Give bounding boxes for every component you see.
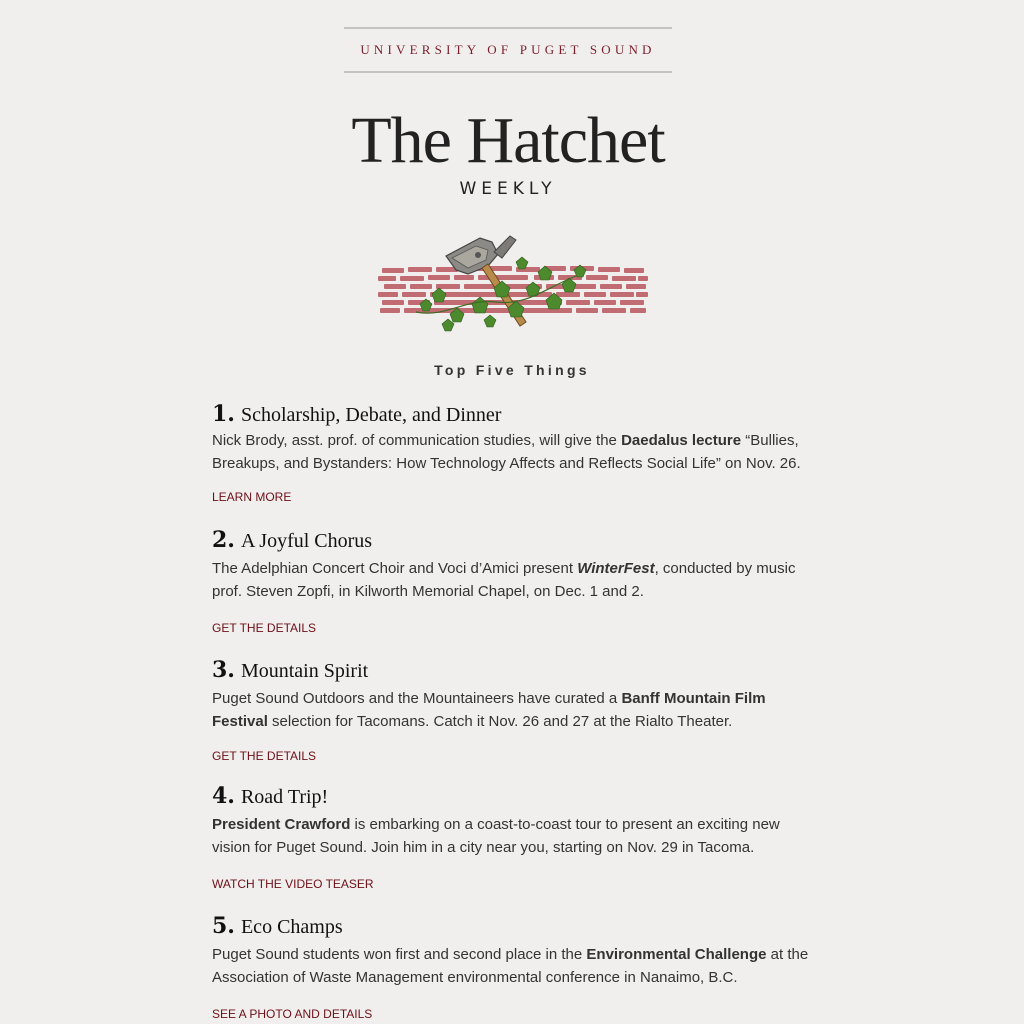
item-body (212, 687, 818, 733)
item-number: 5. (212, 913, 235, 939)
item-title: Road Trip! (240, 786, 329, 808)
see-photo-link[interactable]: SEE A PHOTO AND DETAILS (212, 1007, 373, 1021)
hatchet-emblem-icon (376, 228, 650, 336)
item-body-text: “Bullies, Breakups, and Bystanders: How Technology Affects and Reflects Social Life” on Nov. 26. (212, 432, 801, 472)
item-body-text: at the Association of Waste Management environmental conference in Nanaimo, B.C. (212, 946, 809, 986)
item-body-highlight: Daedalus lecture (621, 432, 742, 449)
newsletter-title: The Hatchet (351, 104, 665, 177)
item-title: A Joyful Chorus (240, 530, 373, 552)
item-body-text: is embarking on a coast-to-coast tour to present an exciting new vision for Puget Sound. Join him in a city near you, starting on Nov. 29 in Tacoma. (212, 816, 780, 856)
item-title: Scholarship, Debate, and Dinner (240, 404, 502, 426)
item-number: 2. (212, 527, 235, 553)
section-title: Top Five Things (434, 362, 590, 378)
item-heading (212, 782, 818, 811)
item-title: Mountain Spirit (240, 660, 369, 682)
item-body-text: , conducted by music prof. Steven Zopfi, in Kilworth Memorial Chapel, on Dec. 1 and 2. (212, 560, 796, 600)
item-body-highlight: WinterFest (577, 560, 655, 577)
list-item (212, 400, 818, 504)
item-title: Eco Champs (240, 916, 343, 938)
watch-video-link[interactable]: WATCH THE VIDEO TEASER (212, 877, 374, 891)
university-name: UNIVERSITY OF PUGET SOUND (360, 42, 656, 57)
item-body-highlight: Environmental Challenge (586, 946, 767, 963)
item-heading (212, 912, 818, 941)
item-number: 1. (212, 401, 235, 427)
get-details-link[interactable]: GET THE DETAILS (212, 749, 317, 763)
item-body-highlight: Banff Mountain Film Festival (212, 690, 766, 730)
item-number: 3. (212, 657, 235, 683)
item-body-text: Puget Sound Outdoors and the Mountaineers have curated a (212, 690, 622, 707)
bottom-rule (344, 71, 672, 73)
item-heading (212, 526, 818, 555)
item-body (212, 813, 818, 859)
list-item (212, 782, 818, 891)
get-details-link[interactable]: GET THE DETAILS (212, 621, 317, 635)
newsletter-subtitle: WEEKLY (459, 179, 557, 199)
item-body-text: Puget Sound students won first and second place in the (212, 946, 587, 963)
item-heading (212, 656, 818, 685)
item-body-text: Nick Brody, asst. prof. of communication studies, will give the (212, 432, 622, 449)
item-body-text: selection for Tacomans. Catch it Nov. 26 and 27 at the Rialto Theater. (267, 713, 733, 730)
learn-more-link[interactable]: LEARN MORE (212, 490, 292, 504)
item-body-text: The Adelphian Concert Choir and Voci d’Amici present (212, 560, 578, 577)
item-body (212, 429, 818, 475)
item-body-highlight: President Crawford (212, 816, 351, 833)
item-body (212, 557, 818, 603)
list-item (212, 656, 818, 763)
item-body (212, 943, 818, 989)
masthead (344, 27, 672, 199)
item-heading (212, 400, 818, 429)
list-item (212, 912, 818, 1021)
list-item (212, 526, 818, 635)
item-number: 4. (212, 783, 235, 809)
